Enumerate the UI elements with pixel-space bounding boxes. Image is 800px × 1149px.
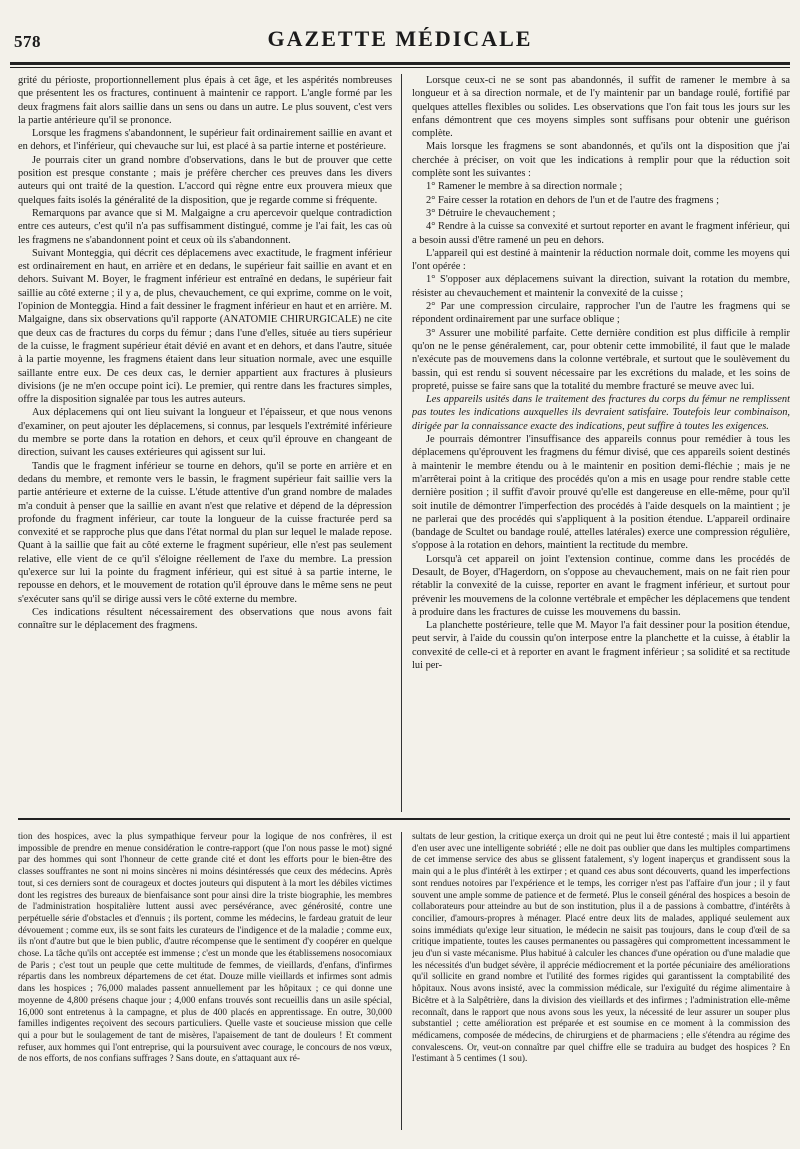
feuilleton-column-left	[18, 832, 392, 1132]
paragraph: Suivant Monteggia, qui décrit ces déplacemens avec exactitude, le fragment inférieur est ordinairement en haut, en arrière et en dedans, le supérieur fait saillie en avant et en dehors. Suivant M. Boyer, le fragment inférieur est entraîné en dedans, le supérieur fait saillie au côté externe ; il y a, de plus, chevauchement, ce qui exprime, comme on le voit, l'opinion de Monteggia. Hind a fait dessiner le fragment inférieur en haut et en arrière. M. Malgaigne, dans six observations qu'il rapporte (ANATOMIE CHIRURGICALE) ne cite que deux cas de fractures du corps du fémur ; dans l'une d'elles, située au tiers supérieur de la cuisse, le fragment supérieur était dévié en avant et en dehors, et dans l'autre, située à la partie moyenne, les fragmens étaient dans leur situation normale, avec une esquille saillante entre eux. De ces deux cas, le dernier appartient aux fractures à plusieurs divisions (je ne m'en occupe point ici). Le premier, qui rentre dans les fractures simples, offre la disposition signalée par tous les autres auteurs.	[18, 247, 392, 406]
paragraph: Je pourrais citer un grand nombre d'observations, dans le but de prouver que cette position est presque constante ; mais je préfère chercher ces preuves dans les divers auteurs qui ont traité de la question. L'accord qui règne entre eux prouvera mieux que quelques faits isolés la généralité de la disposition, que je regarde comme si fréquente.	[18, 154, 392, 206]
paragraph: Lorsqu'à cet appareil on joint l'extension continue, comme dans les procédés de Desault, de Boyer, d'Hagerdorn, on s'oppose au chevauchement, mais on ne fait rien pour rétablir la convexité de la cuisse, reporter en avant le fragment inférieur, et surtout pour prévenir les mouvemens de la colonne vertébrale et empêcher les déplacemens que tendent à produire dans les fractures de cuisse les mouvemens du bassin.	[412, 553, 790, 618]
paragraph: Lorsque les fragmens s'abandonnent, le supérieur fait ordinairement saillie en avant et en dehors, et l'inférieur, qui chevauche sur lui, est placé à sa partie interne et postérieure.	[18, 128, 392, 153]
list-item: 3° Détruire le chevauchement ;	[426, 207, 556, 219]
paragraph: L'appareil qui est destiné à maintenir la réduction normale doit, comme les moyens qui l'ont opérée :	[412, 247, 790, 273]
paragraph: Remarquons par avance que si M. Malgaigne a cru apercevoir quelque contradiction entre ces auteurs, c'est qu'il n'a pas suffisamment distingué, comme je l'ai fait, les cas où les fragmens ne s'abandonnent point et ceux où ils s'abandonnent.	[18, 207, 392, 246]
article-column-left	[18, 74, 392, 810]
feuilleton-column-right	[412, 832, 790, 1132]
article-column-right	[412, 74, 790, 810]
page-number: 578	[14, 32, 41, 51]
feuilleton-rule	[18, 818, 790, 820]
list-item: 2° Par une compression circulaire, rapprocher l'un de l'autre les fragmens qui se répondent ordinairement par une surface oblique ;	[412, 301, 790, 326]
paragraph: Aux déplacemens qui ont lieu suivant la longueur et l'épaisseur, et que nous venons d'examiner, on peut ajouter les déplacemens, si connus, par lesquels l'extrémité inférieure du membre se porte dans la rotation en dehors, et ceux qu'il éprouve en changeant de direction, suivant les causes extérieures qui agissent sur lui.	[18, 407, 392, 459]
paragraph: Ces indications résultent nécessairement des observations que nous avons fait connaître sur le déplacement des fragmens.	[18, 606, 392, 632]
paragraph: sultats de leur gestion, la critique exerça un droit qui ne peut lui être contesté ; mais il lui appartient d'en user avec une intelligente sobriété ; elle ne doit pas oublier que dans les multiples compartimens de cet immense service des abus se glissent fatalement, s'y logent inaperçus et grandissent sous la main qui a le plus d'intérêt à les extirper ; et quand ces abus sont découverts, quand les imperfections sont rendues notoires par l'expérience et le temps, les corriger n'est pas l'affaire d'un jour ; il y faut souvent une ample somme de patience et de fermeté. Plus le conseil général des hospices a besoin de collaborateurs pour atteindre au but de son institution, plus il a de passions à combattre, d'intérêts à concilier, d'amours-propres à ménager. Placé entre deux lits de malades, appliqué seulement aux soins immédiats qu'exige leur situation, le médecin ne saisit pas toujours, dans le coup d'œil de sa critique impatiente, toutes les causes permanentes ou passagères qui compromettent incessamment le jeu d'un si vaste mécanisme. Plus habitué à calculer les chances d'une opération ou d'une maladie que les nécessités d'un budget sévère, il apprécie médiocrement et la portée pécuniaire des améliorations qu'il sollicite en grand nombre et l'utilité des formes rigides qui garantissent la comptabilité des hôpitaux. Nous avons insisté, avec la commission médicale, sur l'exiguïté du régime alimentaire à Bicêtre et à la Salpêtrière, dans la division des vieillards et des infirmes ; l'administration elle-même reconnaît, dans le rapport que nous avons sous les yeux, la nécessité de leur assurer un souper plus substantiel ; cette amélioration est préparée et est soumise en ce moment à la commission des médicamens, composée de médecins, de chirurgiens et de pharmaciens ; elle s'étendra au régime des convalescens. Or, veut-on connaître par quel chiffre elle se traduira au budget des hospices ? En l'estimant à 5 centimes (1 sou).	[412, 832, 790, 1065]
page-header	[10, 22, 790, 62]
column-divider	[401, 74, 402, 812]
paragraph: Mais lorsque les fragmens se sont abandonnés, et qu'ils ont la disposition que j'ai cherchée à préciser, on voit que les indications à remplir pour que la réduction soit complète sont les suivantes :	[412, 141, 790, 180]
paragraph: grité du périoste, proportionnellement plus épais à cet âge, et les aspérités nombreuses que présentent les os fractures, continuent à maintenir ce rapport. L'angle formé par les deux fragmens fait alors saillie dans un sens ou dans un autre. Le plus souvent, c'est vers la partie antérieure qu'il se prononce.	[18, 75, 392, 126]
paragraph: Lorsque ceux-ci ne se sont pas abandonnés, il suffit de ramener le membre à sa longueur et à sa direction normale, et de l'y maintenir par un bandage roulé, fortifié par quelques attelles flexibles ou solides. Les observations que l'on fait tous les jours sur les enfans démontrent que ces moyens simples sont suffisans pour obtenir une guérison complète.	[412, 75, 790, 140]
list-item: 4° Rendre à la cuisse sa convexité et surtout reporter en avant le fragment inférieur, qui a besoin aussi d'être ramené un peu en dehors.	[412, 221, 790, 246]
paragraph: Tandis que le fragment inférieur se tourne en dehors, qu'il se porte en arrière et en dedans du membre, et remonte vers le bassin, le fragment supérieur fait saillie vers la partie antérieure et externe de la cuisse. L'étude attentive d'un grand nombre de malades m'a conduit à penser que la saillie en avant n'est que relative et dépend de la dépression profonde du fragment inférieur, car toute la longueur de la cuisse fracturée perd sa convexité et se rapproche plus que dans l'état normal du plan sur lequel le malade repose. Quant à la saillie que fait au côté externe le fragment supérieur, elle n'est pas seulement relative, elle vient de ce qu'il s'éloigne réellement de l'axe du membre. La pression qu'exerce sur lui la pointe du fragment inférieur, qui est situé à sa partie interne, le repousse en dehors, et le mouvement de rotation qu'il éprouve dans le même sens ne peut s'exécuter sans qu'il se dirige aussi vers le côté externe du membre.	[18, 460, 392, 605]
list-item: 1° S'opposer aux déplacemens suivant la direction, suivant la rotation du membre, résister au chevauchement et maintenir la convexité de la cuisse ;	[412, 274, 790, 299]
feuilleton-column-divider	[401, 832, 402, 1130]
list-item: 1° Ramener le membre à sa direction normale ;	[426, 181, 623, 193]
italic-paragraph: Les appareils usités dans le traitement des fractures du corps du fémur ne remplissent pas toutes les indications auxquelles ils devraient satisfaire. Toutefois leur combinaison, dirigée par la connaissance exacte des indications, peut suffire à toutes les exigences.	[412, 394, 790, 432]
header-rule-thin	[10, 67, 790, 68]
list-item: 3° Assurer une mobilité parfaite. Cette dernière condition est plus difficile à remplir qu'on ne le pense généralement, car, pour obtenir cette immobilité, il faut que le malade n'exécute pas de mouvemens dans la colonne vertébrale, et surtout que le soulèvement du bassin, qui est rendu si souvent nécessaire par les excrétions du malade, et les soins de propreté, puisse se faire sans que la totalité du membre fracturé se meuve avec lui.	[412, 327, 790, 392]
journal-title: GAZETTE MÉDICALE	[267, 26, 533, 51]
paragraph: tion des hospices, avec la plus sympathique ferveur pour la logique de nos confrères, il est impossible de prendre en menue considération le contre-rapport (que l'on nous passe le mot) signé par des hommes qui sont l'honneur de cette grande cité et dont les efforts pour le bien-être des classes souffrantes ne sont ni moins sincères ni moins désintéressés que ceux des médecins. Après tout, si ces derniers sont de courageux et doctes jouteurs qui disputent à la mort les débiles victimes dont les registres des bureaux de bienfaisance sont pour ainsi dire la triste biographie, les membres de l'administration hospitalière luttent aussi avec persévérance, avec générosité, contre une perpétuelle série d'obstacles et d'ennuis ; ils portent, comme les médecins, le fardeau gratuit de leur dévouement ; comme eux, ils se sont faits les curateurs de l'indigence et de la maladie ; comme eux, ils n'ont d'autre but que le bien public, d'autre récompense que le sentiment d'y coopérer en quelque chose. La tâche qu'ils ont acceptée est immense ; c'est un monde que les établissemens nosocomiaux de Paris ; c'est tout un peuple que cette multitude de femmes, de vieillards, d'enfans, d'infirmes répartis dans les nombreux départemens de cet état. Douze mille vieillards et infirmes sont admis dans les hospices ; 76,000 malades passent annuellement par les hôpitaux ; ce qui donne une moyenne de 4,800 présens chaque jour ; 4,000 enfans trouvés sont recueillis dans un asile spécial, 16,000 sont entretenus à la campagne, et plus de 400 placés en apprentissage. En outre, 30,000 familles indigentes reçoivent des secours particuliers. Quelle vaste et soucieuse mission que celle qui a pour but le soulagement de tant de misères, l'apaisement de tant de douleurs ! Et comment refuser, aux hommes qui l'ont entreprise, qui la poursuivent avec courage, le concours de nos vœux, de nos efforts, de nos confians suffrages ? Sans doute, en s'attaquant aux ré-	[18, 832, 392, 1065]
list-item: 2° Faire cesser la rotation en dehors de l'un et de l'autre des fragmens ;	[426, 194, 719, 206]
header-rule-thick	[10, 62, 790, 65]
paragraph: La planchette postérieure, telle que M. Mayor l'a fait dessiner pour la position étendue, peut servir, à l'aide du coussin qu'on interpose entre la planchette et la cuisse, à établir la convexité de celle-ci et à reporter en avant le fragment inférieur ; sa solidité et sa rectitude lui per-	[412, 620, 790, 672]
paragraph: Je pourrais démontrer l'insuffisance des appareils connus pour remédier à tous les déplacemens qu'éprouvent les fragmens du fémur divisé, que ces appareils soient destinés à maintenir le membre étendu ou à le maintenir en position demi-fléchie ; mais je ne m'arrêterai point à la critique des procédés qu'on a mis en usage pour rendre stable cette dernière position ; il suffit d'avoir prouvé qu'elle est dangereuse en elle-même, pour qu'il soit inutile de démontrer l'imperfection des procédés à l'aide desquels on la maintient ; je ne parlerai que des procédés qui s'appliquent à la position étendue. L'appareil ordinaire (bandage de Scultet ou bandage roulé, attelles latérales) exerce une compression régulière, s'oppose à la rotation en dehors, maintient la rectitude du membre.	[412, 434, 790, 552]
